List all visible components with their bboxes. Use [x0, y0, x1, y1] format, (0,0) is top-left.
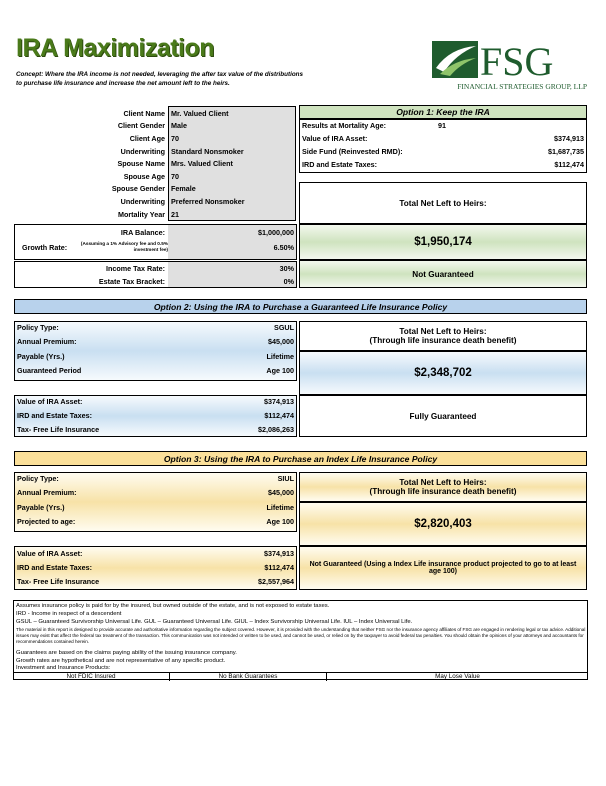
growth-value: 6.50%: [273, 243, 294, 252]
option3-row-2: [15, 503, 296, 512]
ira-balance-label: IRA Balance:: [120, 227, 165, 237]
disclaimer-cell: Not FDIC Insured: [13, 673, 170, 681]
option3-status: Not Guaranteed (Using a Index Life insurance product projected to go to at least age 100): [309, 561, 577, 575]
option3-row-value: Lifetime: [266, 503, 294, 512]
option2-row-label: Payable (Yrs.): [17, 352, 65, 361]
concept-text: Concept: Where the IRA income is not needed, leveraging the after tax value of the distributions to purchase life insurance and increase the net amount left to the heirs.: [16, 71, 304, 87]
client-field-value: 70: [171, 171, 179, 181]
option3-row-label: Tax- Free Life Insurance: [17, 577, 100, 586]
option1-status: Not Guaranteed: [412, 269, 474, 279]
footer-line: Growth rates are hypothetical and are not representative of any specific product.: [16, 658, 226, 664]
option2-net-value-box: [299, 351, 587, 395]
client-field-value: Female: [171, 184, 196, 194]
option2-header: Option 2: Using the IRA to Purchase a Guaranteed Life Insurance Policy: [14, 299, 587, 314]
option3-row-label: Annual Premium:: [17, 488, 77, 497]
option3-row-label: Projected to age:: [17, 517, 76, 526]
disclaimer-cell: No Bank Guarantees: [170, 673, 327, 681]
option3-row-value: $374,913: [264, 549, 294, 558]
option3-row-value: SIUL: [277, 474, 294, 483]
option2-row-0: [15, 323, 296, 332]
option3-row-label: Policy Type:: [17, 474, 59, 483]
income-tax-label: Income Tax Rate:: [106, 263, 165, 273]
option3-row2-0: [15, 549, 296, 558]
option3-row-1: [15, 488, 296, 497]
logo-text: FSG: [480, 39, 554, 84]
option1-row-value: $1,687,735: [548, 147, 584, 156]
option2-row2-1: [15, 411, 296, 420]
footer-line: IRD - Income in respect of a descendent: [16, 611, 122, 617]
option3-row-value: $112,474: [264, 563, 294, 572]
option2-net-box: [299, 321, 587, 351]
option2-row-value: $374,913: [264, 397, 294, 406]
option1-row-value: $374,913: [554, 134, 584, 143]
option1-row-1: [300, 134, 586, 143]
option2-row-value: Lifetime: [266, 352, 294, 361]
option3-row-value: Age 100: [266, 517, 294, 526]
option2-net-label: Total Net Left to Heirs:: [399, 327, 487, 336]
option3-net-value-box: [299, 502, 587, 546]
option3-row-value: $45,000: [268, 488, 294, 497]
income-tax-value: 30%: [279, 263, 294, 273]
footer-legal-text: The material in this report is designed to provide accurate and authoritative information regarding the subject covered. However, it is provided with the understanding that neither FSG nor the insurance agency affiliates of FSG are engaged in rendering legal or tax advice. Additional issues may exist that affect the federal tax treatment of the transaction. This communication was not intended or written to be used, and cannot be used, or relied on by the taxpayer to avoid federal tax penalties. You should obtain the opinions of your attorneys and accountants for recommendations contained herein.: [16, 627, 586, 645]
option2-row-label: Guaranteed Period: [17, 366, 82, 375]
client-field-label: Spouse Gender: [111, 184, 165, 194]
client-field-value: Mr. Valued Client: [171, 108, 229, 118]
option1-header: Option 1: Keep the IRA: [299, 105, 587, 119]
option3-net-sub: (Through life insurance death benefit): [369, 487, 517, 496]
option1-net-label: Total Net Left to Heirs:: [399, 198, 487, 208]
option2-row-2: [15, 352, 296, 361]
option3-row-value: $2,557,964: [258, 577, 294, 586]
option3-row-label: Value of IRA Asset:: [17, 549, 83, 558]
option3-net-value: $2,820,403: [414, 518, 472, 530]
client-field-label: Spouse Age: [123, 171, 165, 181]
option2-row-value: $112,474: [264, 411, 294, 420]
option2-row-value: $2,086,263: [258, 425, 294, 434]
option3-row-label: Payable (Yrs.): [17, 503, 65, 512]
option1-row-label: IRD and Estate Taxes:: [302, 160, 377, 169]
client-field-label: Client Age: [129, 133, 165, 143]
option2-row-label: Value of IRA Asset:: [17, 397, 83, 406]
logo-subtitle: FINANCIAL STRATEGIES GROUP, LLP: [457, 82, 587, 91]
option1-row-value: $112,474: [554, 160, 584, 169]
option3-row2-1: [15, 563, 296, 572]
client-field-label: Mortality Year: [117, 209, 165, 219]
option1-row-0: [300, 121, 440, 130]
option3-net-box: [299, 472, 587, 502]
option2-row-value: $45,000: [268, 337, 294, 346]
growth-label: Growth Rate:: [22, 243, 68, 252]
ira-balance-value: $1,000,000: [258, 227, 294, 237]
option2-row-label: Policy Type:: [17, 323, 59, 332]
option1-row-2: [300, 147, 586, 156]
footer-line: Investment and Insurance Products:: [16, 665, 111, 671]
option1-row-value: 91: [438, 121, 446, 130]
option1-row-label: Side Fund (Reinvested RMD):: [302, 147, 403, 156]
growth-note: (Assuming a 1% Advisory fee and 0.5% investment fee): [80, 241, 168, 252]
client-field-label: Underwriting: [120, 196, 165, 206]
disclaimer-row: [13, 672, 588, 681]
page-title: IRA Maximization: [16, 34, 215, 62]
option3-net-label: Total Net Left to Heirs:: [399, 478, 487, 487]
option3-row-label: IRD and Estate Taxes:: [17, 563, 92, 572]
footer-line: Guarantees are based on the claims paying ability of the issuing insurance company.: [16, 650, 237, 656]
option1-status-box: [299, 260, 587, 288]
company-logo: [432, 38, 587, 94]
estate-tax-value: 0%: [283, 276, 294, 286]
option1-row-3: [300, 160, 586, 169]
option3-row2-2: [15, 577, 296, 586]
estate-tax-label: Estate Tax Bracket:: [98, 276, 165, 286]
client-field-value: Standard Nonsmoker: [171, 146, 244, 156]
client-field-value: Male: [171, 121, 187, 131]
disclaimer-cell: May Lose Value: [435, 673, 480, 680]
option2-row-label: IRD and Estate Taxes:: [17, 411, 92, 420]
option3-status-box: [299, 546, 587, 590]
client-field-label: Underwriting: [120, 146, 165, 156]
option2-row-3: [15, 366, 296, 375]
option1-row-label: Results at Mortality Age:: [302, 121, 386, 130]
option2-row-label: Tax- Free Life Insurance: [17, 425, 100, 434]
client-field-label: Spouse Name: [117, 159, 165, 169]
option3-row-0: [15, 474, 296, 483]
option2-net-sub: (Through life insurance death benefit): [369, 336, 517, 345]
option1-net-value-box: [299, 224, 587, 260]
option1-net-box: [299, 182, 587, 224]
option2-row2-0: [15, 397, 296, 406]
option3-header: Option 3: Using the IRA to Purchase an Index Life Insurance Policy: [14, 451, 587, 466]
client-field-label: Client Name: [123, 108, 165, 118]
option2-status-box: [299, 395, 587, 437]
client-field-value: Mrs. Valued Client: [171, 159, 233, 169]
footer-line: Assumes insurance policy is paid for by the insured, but owned outside of the estate, and is not exposed to estate taxes.: [16, 603, 330, 609]
option1-net-value: $1,950,174: [414, 236, 472, 248]
option1-row-label: Value of IRA Asset:: [302, 134, 368, 143]
option2-row-1: [15, 337, 296, 346]
option2-net-value: $2,348,702: [414, 367, 472, 379]
client-field-value: Preferred Nonsmoker: [171, 196, 245, 206]
option2-row-label: Annual Premium:: [17, 337, 77, 346]
client-field-value: 21: [171, 209, 179, 219]
option2-status: Fully Guaranteed: [409, 411, 477, 421]
option2-row2-2: [15, 425, 296, 434]
client-field-value: 70: [171, 133, 179, 143]
footer-line: GSUL – Guaranteed Survivorship Universal Life. GUL – Guaranteed Universal Life. GIUL – Index Survivorship Universal Life. IUL – Index Universal Life.: [16, 619, 413, 625]
option3-row-3: [15, 517, 296, 526]
option2-row-value: Age 100: [266, 366, 294, 375]
client-field-label: Client Gender: [117, 121, 165, 131]
option2-row-value: SGUL: [274, 323, 294, 332]
